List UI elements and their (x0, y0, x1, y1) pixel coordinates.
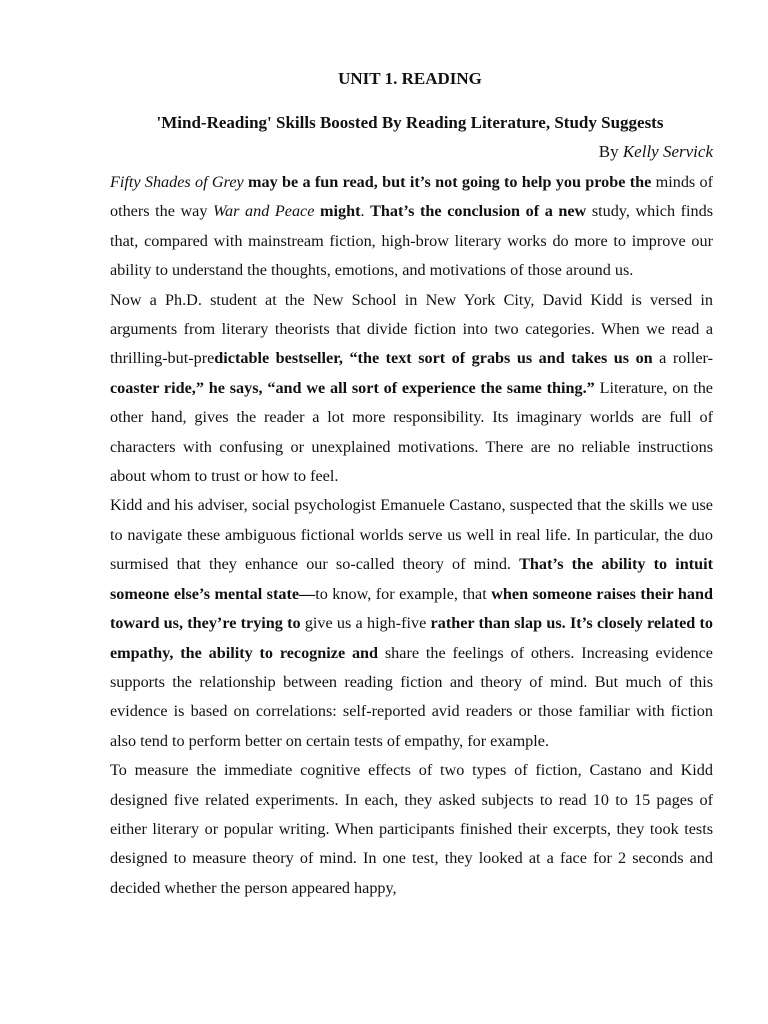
p3-text: share the feelings of others. Increasing evidence supports the relationship between reading fiction and theory of mind. But much of this evidence is based on correlations: self-reported avid readers or those familiar with fiction also tend to perform better on certain tests of empathy, for example. (110, 643, 713, 750)
p3-text: give us a high-five (300, 614, 431, 633)
p1-bold-text: That’s the conclusion of a new (370, 202, 587, 221)
p2-text: Literature, on the other hand, gives the reader a lot more responsibility. Its imaginary worlds are full of characters with confusing or unexplained motivations. There are no reliable instructions about whom to trust or how to feel. (110, 378, 713, 486)
p3-text: Kidd and his adviser, social psychologist Emanuele Castano, suspected that the skills we use to navigate these ambiguous fictional worlds serve us well in real life. In particular, the duo surmised that they enhance our so-called theory of mind. (110, 496, 713, 574)
p3-bold-text: That’s the ability to intuit someone else’s mental state— (110, 555, 714, 603)
unit-title: UNIT 1. READING (338, 69, 482, 88)
article-title: 'Mind-Reading' Skills Boosted By Reading Literature, Study Suggests (156, 113, 664, 132)
p2-bold-quote: coaster ride,” he says, “and we all sort of experience the same thing.” (110, 378, 595, 397)
p3-bold-text: rather than slap us. It’s closely related to empathy, the ability to recognize and (110, 614, 713, 662)
paragraph-3 (110, 491, 713, 756)
p3-text: to know, for example, that (315, 584, 492, 603)
book-title-war-and-peace: War and Peace (213, 202, 315, 221)
p2-text: Now a Ph.D. student at the New School in New York City, David Kidd is versed in arguments from literary theorists that divide fiction into two categories. When we read a thrilling-but-pre (110, 290, 713, 368)
paragraph-4 (110, 756, 713, 903)
article-body (110, 168, 713, 903)
p3-bold-text: when someone raises their hand toward us, they’re trying to (110, 584, 713, 633)
p2-bold-quote: dictable bestseller, “the text sort of grabs us and takes us on (214, 349, 653, 368)
p1-text: . (360, 202, 371, 221)
paragraph-2 (110, 286, 713, 492)
p1-text: study, which finds that, compared with mainstream fiction, high-brow literary works do more to improve our ability to understand the thoughts, emotions, and motivations of those around us. (110, 202, 713, 280)
paragraph-1 (110, 168, 713, 286)
p1-text: minds of others the way (110, 173, 714, 221)
p2-text: a roller- (652, 349, 713, 368)
byline (599, 141, 713, 163)
p4-text: To measure the immediate cognitive effects of two types of fiction, Castano and Kidd designed five related experiments. In each, they asked subjects to read 10 to 15 pages of either literary or popular writing. When participants finished their excerpts, they took tests designed to measure theory of mind. In one test, they looked at a face for 2 seconds and decided whether the person appeared happy, (110, 761, 713, 897)
p1-bold-text: may be a fun read, but it’s not going to help you probe the (243, 173, 652, 191)
byline-author: Kelly Servick (622, 142, 713, 161)
byline-prefix: By (598, 142, 619, 161)
book-title-fifty-shades: Fifty Shades of Grey (110, 173, 244, 191)
p1-bold-text: might (314, 202, 361, 221)
